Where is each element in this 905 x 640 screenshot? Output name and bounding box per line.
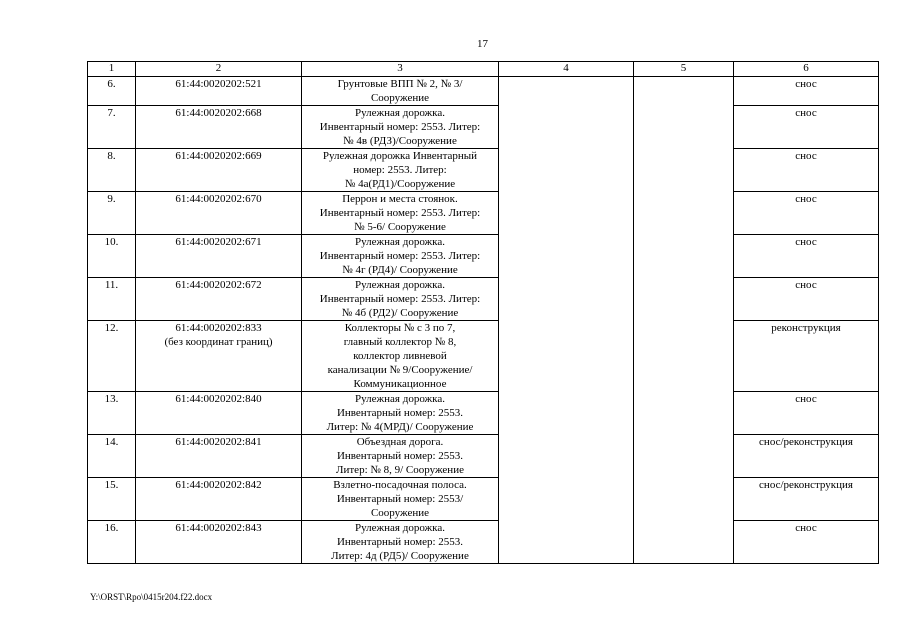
- object-description-line: главный коллектор № 8,: [343, 336, 457, 348]
- row-number: 15.: [88, 478, 136, 521]
- object-description-cell: [302, 435, 499, 478]
- cadastral-number-line: 61:44:0020202:672: [175, 279, 262, 291]
- column-header-6: 6: [734, 62, 879, 77]
- object-description-line: Инвентарный номер: 2553.: [336, 450, 464, 462]
- object-description-line: Сооружение: [370, 507, 430, 519]
- cadastral-number-line: 61:44:0020202:842: [175, 479, 262, 491]
- object-description-line: Инвентарный номер: 2553. Литер:: [319, 293, 481, 305]
- cadastral-number-line: 61:44:0020202:669: [175, 150, 262, 162]
- planned-action-cell: снос: [734, 521, 879, 564]
- object-description-cell: [302, 77, 499, 106]
- table-row: [88, 278, 879, 321]
- object-description-cell: [302, 392, 499, 435]
- cadastral-number-line: 61:44:0020202:668: [175, 107, 262, 119]
- object-description-line: № 5-6/ Сооружение: [354, 221, 446, 233]
- object-description-line: Инвентарный номер: 2553.: [336, 536, 464, 548]
- cadastral-number-cell: [136, 77, 302, 106]
- cadastral-number-cell: [136, 321, 302, 392]
- row-number: 8.: [88, 149, 136, 192]
- cadastral-number-cell: [136, 435, 302, 478]
- column-5-empty-cell: [634, 77, 734, 564]
- planned-action-cell: снос: [734, 392, 879, 435]
- object-description-line: № 4б (РД2)/ Сооружение: [341, 307, 459, 319]
- table-row: [88, 106, 879, 149]
- column-header-4: 4: [499, 62, 634, 77]
- planned-action-cell: снос: [734, 149, 879, 192]
- cadastral-number-cell: [136, 235, 302, 278]
- cadastral-number-line: 61:44:0020202:671: [175, 236, 262, 248]
- row-number: 7.: [88, 106, 136, 149]
- object-description-line: Объездная дорога.: [356, 436, 444, 448]
- object-description-line: Грунтовые ВПП № 2, № 3/: [337, 78, 463, 90]
- object-description-cell: [302, 106, 499, 149]
- table-row: [88, 235, 879, 278]
- object-description-line: Рулежная дорожка.: [355, 236, 445, 248]
- planned-action-cell: снос: [734, 235, 879, 278]
- column-header-1: 1: [88, 62, 136, 77]
- table-row: [88, 478, 879, 521]
- object-description-line: коллектор ливневой: [353, 350, 447, 362]
- column-header-3: 3: [302, 62, 499, 77]
- object-description-line: Инвентарный номер: 2553.: [336, 407, 464, 419]
- object-description-cell: [302, 192, 499, 235]
- table-row: [88, 192, 879, 235]
- object-description-line: Рулежная дорожка.: [355, 107, 445, 119]
- cadastral-number-cell: [136, 192, 302, 235]
- row-number: 12.: [88, 321, 136, 392]
- cadastral-number-cell: [136, 392, 302, 435]
- cadastral-number-cell: [136, 278, 302, 321]
- cadastral-number-cell: [136, 478, 302, 521]
- cadastral-number-cell: [136, 149, 302, 192]
- object-description-line: Взлетно-посадочная полоса.: [333, 479, 467, 491]
- column-header-2: 2: [136, 62, 302, 77]
- planned-action-cell: снос: [734, 106, 879, 149]
- table-row: [88, 321, 879, 392]
- row-number: 16.: [88, 521, 136, 564]
- cadastral-number-cell: [136, 521, 302, 564]
- cadastral-number-line: 61:44:0020202:833: [175, 322, 262, 334]
- row-number: 9.: [88, 192, 136, 235]
- column-header-5: 5: [634, 62, 734, 77]
- cadastral-number-line: 61:44:0020202:841: [175, 436, 262, 448]
- row-number: 6.: [88, 77, 136, 106]
- object-description-line: Инвентарный номер: 2553/: [336, 493, 464, 505]
- table-row: [88, 149, 879, 192]
- object-description-cell: [302, 478, 499, 521]
- object-description-line: Рулежная дорожка.: [355, 393, 445, 405]
- object-description-line: Инвентарный номер: 2553. Литер:: [319, 250, 481, 262]
- planned-action-cell: снос: [734, 192, 879, 235]
- planned-action-cell: снос: [734, 278, 879, 321]
- column-4-empty-cell: [499, 77, 634, 564]
- table-row: [88, 392, 879, 435]
- table-row: [88, 77, 879, 106]
- object-description-line: Рулежная дорожка.: [355, 522, 445, 534]
- object-description-line: номер: 2553. Литер:: [353, 164, 447, 176]
- cadastral-number-line: 61:44:0020202:521: [175, 78, 262, 90]
- planned-action-cell: снос: [734, 77, 879, 106]
- planned-action-cell: снос/реконструкция: [734, 435, 879, 478]
- object-description-line: № 4г (РД4)/ Сооружение: [342, 264, 458, 276]
- row-number: 10.: [88, 235, 136, 278]
- cadastral-number-line: 61:44:0020202:840: [175, 393, 262, 405]
- objects-table: [87, 61, 879, 564]
- object-description-line: Литер: № 8, 9/ Сооружение: [336, 464, 464, 476]
- object-description-cell: [302, 521, 499, 564]
- object-description-line: Рулежная дорожка Инвентарный: [322, 150, 478, 162]
- cadastral-number-cell: [136, 106, 302, 149]
- object-description-line: Коллекторы № с 3 по 7,: [344, 322, 456, 334]
- object-description-line: № 4а(РД1)/Сооружение: [344, 178, 456, 190]
- object-description-line: Литер: № 4(МРД)/ Сооружение: [326, 421, 474, 433]
- table-header-row: [88, 62, 879, 77]
- object-description-line: Литер: 4д (РД5)/ Сооружение: [331, 550, 469, 562]
- object-description-line: Инвентарный номер: 2553. Литер:: [319, 207, 481, 219]
- object-description-cell: [302, 149, 499, 192]
- object-description-line: канализации № 9/Сооружение/: [327, 364, 473, 376]
- footer-file-path: Y:\ORST\Rpo\0415r204.f22.docx: [90, 592, 213, 602]
- row-number: 13.: [88, 392, 136, 435]
- cadastral-number-line: 61:44:0020202:843: [175, 522, 262, 534]
- table-body: [88, 77, 879, 564]
- object-description-line: № 4в (РДЗ)/Сооружение: [343, 135, 457, 147]
- object-description-line: Сооружение: [370, 92, 430, 104]
- table-row: [88, 435, 879, 478]
- object-description-line: Инвентарный номер: 2553. Литер:: [319, 121, 481, 133]
- object-description-cell: [302, 235, 499, 278]
- object-description-line: Коммуникационное: [353, 378, 447, 390]
- object-description-line: Перрон и места стоянок.: [342, 193, 458, 205]
- table-row: [88, 521, 879, 564]
- row-number: 14.: [88, 435, 136, 478]
- row-number: 11.: [88, 278, 136, 321]
- planned-action-cell: реконструкция: [734, 321, 879, 392]
- object-description-line: Рулежная дорожка.: [355, 279, 445, 291]
- page-number: 17: [477, 38, 488, 50]
- object-description-cell: [302, 278, 499, 321]
- object-description-cell: [302, 321, 499, 392]
- planned-action-cell: снос/реконструкция: [734, 478, 879, 521]
- cadastral-number-line: (без координат границ): [164, 336, 273, 348]
- cadastral-number-line: 61:44:0020202:670: [175, 193, 262, 205]
